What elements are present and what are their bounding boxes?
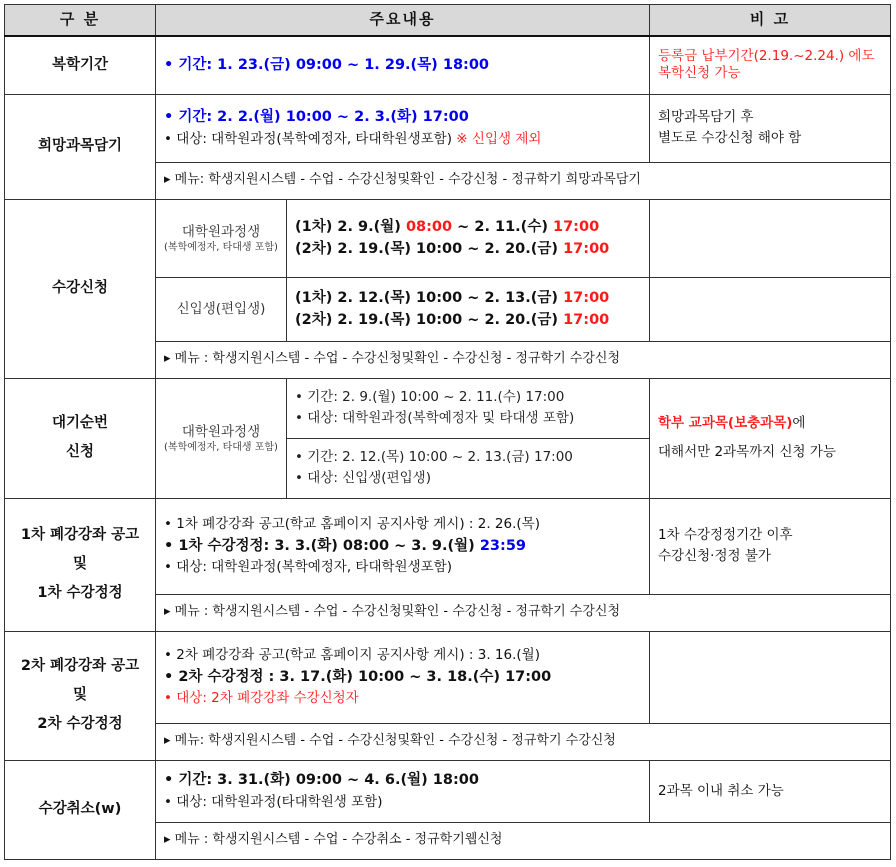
reinstate-note: 등록금 납부기간(2.19.~2.24.) 에도 복학신청 가능 bbox=[650, 36, 891, 94]
waitlist-cat-2: 신청 bbox=[65, 444, 94, 460]
adj2-period: • 2차 수강정정 : 3. 17.(화) 10:00 ~ 3. 18.(수) 17:00 bbox=[164, 668, 552, 685]
reg-g1-d: 17:00 bbox=[553, 218, 600, 235]
reg-new-label: 신입생(편입생) bbox=[156, 277, 287, 341]
withdraw-target: • 대상: 대학원과정(타대학원생 포함) bbox=[164, 793, 383, 810]
category-reinstate: 복학기간 bbox=[5, 36, 156, 94]
wish-exclusion: ※ 신입생 제외 bbox=[456, 130, 542, 147]
wait-note bbox=[650, 378, 891, 498]
category-wish: 희망과목담기 bbox=[5, 94, 156, 199]
reg-grad-note: (복학예정자, 타대생 포함) bbox=[164, 242, 278, 254]
reg-g1-c: ~ 2. 11.(수) bbox=[452, 218, 553, 235]
reg-grad-periods bbox=[287, 199, 650, 277]
wish-content bbox=[156, 94, 650, 162]
wait-note-tail: 에 bbox=[792, 415, 806, 432]
adj1-period-end: 23:59 bbox=[479, 537, 526, 554]
category-adjust-1 bbox=[5, 498, 156, 631]
adj1-note-2: 수강신청·정정 불가 bbox=[658, 548, 771, 564]
wait-a2: • 대상: 대학원과정(복학예정자 및 타대생 포함) bbox=[295, 410, 575, 426]
adj1-period bbox=[164, 535, 641, 557]
wish-menu-path: ▸ 메뉴: 학생지원시스템 - 수업 - 수강신청및확인 - 수강신청 - 정규학기 희망과목담기 bbox=[156, 162, 891, 199]
adj1-content bbox=[156, 498, 650, 594]
reg-grad-second bbox=[295, 238, 641, 260]
wish-note-2: 별도로 수강신청 해야 함 bbox=[658, 130, 802, 146]
withdraw-period: • 기간: 3. 31.(화) 09:00 ~ 4. 6.(월) 18:00 bbox=[164, 772, 479, 789]
category-withdraw: 수강취소(w) bbox=[5, 760, 156, 859]
category-adjust-2 bbox=[5, 631, 156, 760]
withdraw-content bbox=[156, 760, 650, 822]
adj1-notice: • 1차 폐강강좌 공고(학교 홈페이지 공지사항 게시) : 2. 26.(목) bbox=[164, 515, 540, 532]
reg-grad-first bbox=[295, 216, 641, 238]
wait-grad-label: 대학원과정생 bbox=[181, 423, 261, 440]
reg-grad-label-cell bbox=[156, 199, 287, 277]
wish-note-1: 희망과목담기 후 bbox=[658, 109, 754, 126]
adj2-content bbox=[156, 631, 650, 723]
waitlist-cat-1: 대기순번 bbox=[51, 415, 109, 431]
adj1-period-text: • 1차 수강정정: 3. 3.(화) 08:00 ~ 3. 9.(월) bbox=[164, 537, 480, 554]
wait-b2: • 대상: 신입생(편입생) bbox=[295, 470, 431, 486]
adj2-notice: • 2차 폐강강좌 공고(학교 홈페이지 공지사항 게시) : 3. 16.(월) bbox=[164, 646, 540, 663]
adj2-note bbox=[650, 631, 891, 723]
adj1-menu-path: ▸ 메뉴 : 학생지원시스템 - 수업 - 수강신청및확인 - 수강신청 - 정규학기 수강신청 bbox=[156, 594, 891, 631]
row-reinstate bbox=[5, 36, 891, 94]
reg-menu-path: ▸ 메뉴 : 학생지원시스템 - 수업 - 수강신청및확인 - 수강신청 - 정규학기 수강신청 bbox=[156, 341, 891, 378]
withdraw-menu-path: ▸ 메뉴 : 학생지원시스템 - 수업 - 수강취소 - 정규학기웹신청 bbox=[156, 822, 891, 859]
reg-grad-label: 대학원과정생 bbox=[181, 223, 261, 240]
reg-g2-a: (2차) 2. 19.(목) 10:00 ~ 2. 20.(금) bbox=[295, 241, 564, 257]
adj2-cat-3: 2차 수강정정 bbox=[37, 716, 123, 732]
row-adj1 bbox=[5, 498, 891, 594]
row-adj2 bbox=[5, 631, 891, 723]
adj1-target: • 대상: 대학원과정(복학예정자, 타대학원생포함) bbox=[164, 559, 452, 576]
adj1-note-1: 1차 수강정정기간 이후 bbox=[658, 527, 793, 544]
category-registration: 수강신청 bbox=[5, 199, 156, 378]
reg-grad-note-cell bbox=[650, 199, 891, 277]
reg-n1-b: 17:00 bbox=[563, 289, 610, 306]
adj1-cat-2: 및 bbox=[72, 556, 87, 572]
wish-target bbox=[164, 129, 641, 150]
wait-grad-label-cell bbox=[156, 378, 287, 498]
wait-grad-note: (복학예정자, 타대생 포함) bbox=[164, 442, 278, 454]
wish-period: • 기간: 2. 2.(월) 10:00 ~ 2. 3.(화) 17:00 bbox=[164, 109, 469, 126]
adj1-cat-3: 1차 수강정정 bbox=[37, 585, 123, 601]
wait-b1: • 기간: 2. 12.(목) 10:00 ~ 2. 13.(금) 17:00 bbox=[295, 449, 573, 466]
reg-new-note-cell bbox=[650, 277, 891, 341]
reinstate-period: • 기간: 1. 23.(금) 09:00 ~ 1. 29.(목) 18:00 bbox=[156, 36, 650, 94]
schedule-table bbox=[4, 4, 891, 860]
wish-target-text: • 대상: 대학원과정(복학예정자, 타대학원생포함) bbox=[164, 130, 452, 147]
wait-note-red: 학부 교과목(보충과목) bbox=[658, 415, 793, 432]
reg-n2-a: (2차) 2. 19.(목) 10:00 ~ 2. 20.(금) bbox=[295, 312, 564, 328]
wait-grad-periods bbox=[287, 378, 650, 438]
reg-new-first bbox=[295, 287, 641, 309]
header-remarks: 비 고 bbox=[650, 5, 891, 37]
row-reg-grad bbox=[5, 199, 891, 277]
row-wish bbox=[5, 94, 891, 162]
wish-note bbox=[650, 94, 891, 162]
adj1-note bbox=[650, 498, 891, 594]
withdraw-note: 2과목 이내 취소 가능 bbox=[650, 760, 891, 822]
wait-a1: • 기간: 2. 9.(월) 10:00 ~ 2. 11.(수) 17:00 bbox=[295, 389, 565, 406]
row-withdraw bbox=[5, 760, 891, 822]
wait-note-1 bbox=[658, 413, 882, 434]
reg-g2-b: 17:00 bbox=[563, 241, 610, 257]
header-category: 구 분 bbox=[5, 5, 156, 37]
adj2-cat-2: 및 bbox=[72, 687, 87, 703]
wait-new-periods bbox=[287, 438, 650, 498]
adj2-target: • 대상: 2차 폐강강좌 수강신청자 bbox=[164, 690, 359, 707]
adj1-cat-1: 1차 폐강강좌 공고 bbox=[20, 527, 140, 543]
category-waitlist bbox=[5, 378, 156, 498]
reg-new-second bbox=[295, 309, 641, 331]
reg-g1-b: 08:00 bbox=[405, 218, 453, 235]
reg-n2-b: 17:00 bbox=[563, 312, 610, 328]
wait-note-2: 대해서만 2과목까지 신청 가능 bbox=[658, 444, 836, 460]
reg-n1-a: (1차) 2. 12.(목) 10:00 ~ 2. 13.(금) bbox=[295, 289, 564, 306]
row-wait-a bbox=[5, 378, 891, 438]
reg-new-periods bbox=[287, 277, 650, 341]
reg-g1-a: (1차) 2. 9.(월) bbox=[295, 218, 406, 235]
adj2-menu-path: ▸ 메뉴: 학생지원시스템 - 수업 - 수강신청및확인 - 수강신청 - 정규학기 수강신청 bbox=[156, 723, 891, 760]
header-content: 주요내용 bbox=[156, 5, 650, 37]
table-header bbox=[5, 5, 891, 37]
adj2-cat-1: 2차 폐강강좌 공고 bbox=[20, 658, 140, 674]
